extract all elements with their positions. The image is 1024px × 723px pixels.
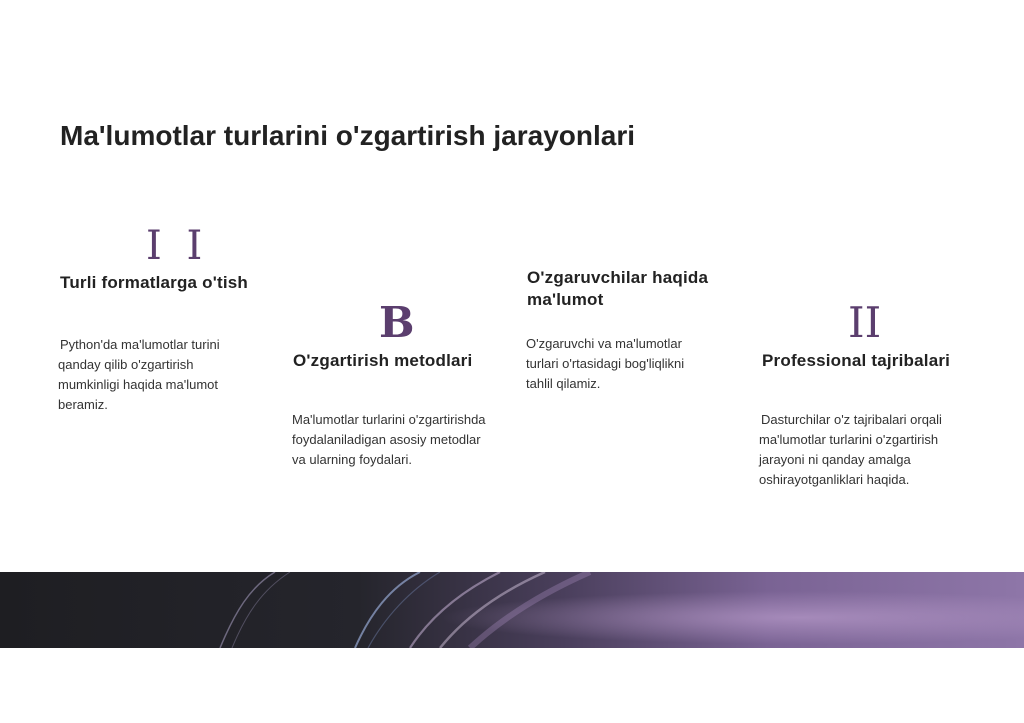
column-body: Ma'lumotlar turlarini o'zgartirishda foydalaniladigan asosiy metodlar va ularning foydalari. [292,412,486,467]
column-body: Python'da ma'lumotlar turini qanday qilib o'zgartirish mumkinligi haqida ma'lumot beramiz. [58,337,220,412]
letter-b-icon: B [379,298,415,347]
column-body: Dasturchilar o'z tajribalari orqali ma'lumotlar turlarini o'zgartirish jarayoni ni qanday amalga oshirayotganliklari haqida. [759,412,942,487]
column-heading: O'zgartirish metodlari [293,351,473,370]
abstract-curves-image [0,572,1024,648]
roman-two-icon: II [848,298,882,347]
column-body: O'zgaruvchi va ma'lumotlar turlari o'rtasidagi bog'liqlikni tahlil qilamiz. [526,336,685,391]
column-heading: O'zgaruvchilar haqida ma'lumot [527,268,709,309]
column-heading: Professional tajribalari [762,351,951,370]
column-heading: Turli formatlarga o'tish [60,273,248,292]
slide-title: Ma'lumotlar turlarini o'zgartirish jarayonlari [60,120,635,151]
double-bar-icon: I I [146,223,209,269]
decorative-band [0,572,1024,648]
